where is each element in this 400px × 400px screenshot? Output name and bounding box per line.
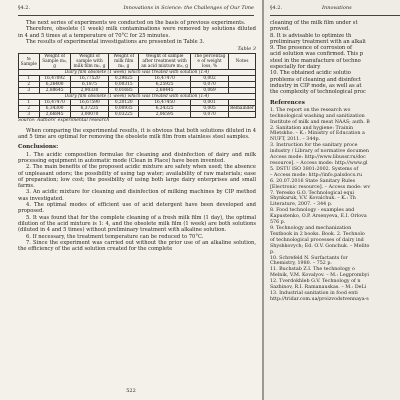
table-cell: 2 <box>19 82 40 88</box>
section-number: §4.2. <box>18 5 31 11</box>
table-cell: 0,01685 <box>109 88 139 94</box>
reference-line: 11. Buchstab Z.I. The technology o <box>270 267 355 273</box>
conclusion-item: 7. Since the experiment was carried out without the prior use of an alkaline solution, the efficiency of the acid solution created for the complete <box>18 239 256 253</box>
reference-line: technological washing and sanitization <box>270 113 365 119</box>
table-header-cell: Weight of sample with milk film m₁, g <box>70 54 109 70</box>
table-cell: 0,03225 <box>109 112 139 118</box>
table-cell: 16,77520 <box>70 76 109 82</box>
text-line: industry in CIP mode, as well as at <box>270 82 362 89</box>
table-caption: Table 3 <box>237 46 256 53</box>
table-cell: 2 <box>19 106 40 112</box>
journal-title: Innovations <box>322 5 352 11</box>
table-cell: 16,47470 <box>139 76 191 82</box>
reference-line: Access mode: http://www.libussr.ru/doc <box>270 155 366 161</box>
right-page <box>264 0 400 400</box>
reference-line: p. <box>270 249 275 255</box>
text-line: proved. <box>270 26 290 33</box>
conclusion-item: 3. An acidic mixture for cleaning and disinfection of milking machines by CIP method was investigated. <box>18 189 256 202</box>
paragraph: Therefore, obsolete (1 week) milk contaminations were removed by solutions diluted in 4 and 5 times at a temperature of 70°C for 25 minutes. <box>18 26 256 39</box>
table-cell: 16,47450 <box>139 100 191 106</box>
table-cell: 16,67590 <box>70 100 109 106</box>
text-line: cleaning of the milk film under st <box>270 20 358 26</box>
table-header-cell: Notes <box>229 54 256 70</box>
table-cell: 6,25925 <box>139 82 191 88</box>
reference-line: 12. Tverdokhleb G.V. Technology of n <box>270 279 361 285</box>
results-table <box>18 53 256 118</box>
text-line: especially for dairy <box>270 64 321 71</box>
text-line: 10. The obtained acidic solutio <box>270 70 351 77</box>
table-cell: 2,68445 <box>139 88 191 94</box>
reference-line: 10. Schrefeld N. Surfactants for <box>270 255 348 261</box>
reference-line: http://tridar.com.ua/proizvodstvennaya-s <box>270 296 369 302</box>
reference-line: 576 p. <box>270 220 286 226</box>
text-line: the complexity of technological proc <box>270 89 366 96</box>
reference-line: 9. Technology and mechanization <box>270 225 352 231</box>
references-heading: References <box>270 99 305 106</box>
reference-line: Shyshkovych; Ed. O.V. Gonchuk. – Melito <box>270 243 370 249</box>
table-source: Source: Authors' experimental research <box>18 118 110 124</box>
table-cell: Remainder <box>230 106 254 112</box>
table-cell: 0,20120 <box>109 100 139 106</box>
reference-line: [Electronic resource]. – Access mode: wv <box>270 184 371 190</box>
page-body <box>270 20 400 303</box>
conclusion-item: 1. The acidic composition formulae for cleaning and disinfection of dairy and milk processing equipment in automatic mode (Clean in Place) have been invented. <box>18 151 256 164</box>
text-line: acid solution was confirmed. This p <box>270 51 364 58</box>
table-cell: 6,37235 <box>70 106 109 112</box>
reference-line: 8. Food technology - examples and <box>270 208 355 214</box>
conclusion-item: 6. If necessary, the treatment temperature can be reduced to 70°C. <box>26 233 204 240</box>
table-cell: 1 <box>19 76 40 82</box>
text-line: 8. It is advisable to optimize th <box>270 32 352 39</box>
text-line: preliminary treatment with an alkali <box>270 38 366 45</box>
table-cell: 0,002 <box>191 76 229 82</box>
table-header-cell: № Sample <box>19 54 40 70</box>
conclusion-item: 4. The optimal modes of efficient use of acid detergent have been developed and proposed. <box>18 202 256 215</box>
reference-line: Sazhinov, R.I. Ramanauskas. – M.: DeLi <box>270 285 367 291</box>
reference-line: Mletskho. – K.: Ministry of Education a <box>270 131 365 137</box>
table-header-cell: Weight of milk film m₂, g <box>109 54 139 70</box>
table-cell: 16,47470 <box>39 100 70 106</box>
reference-line: – Access mode: http://info.palsdocs.ru <box>270 172 363 178</box>
table-cell: 6,26400 <box>39 82 70 88</box>
text-line: steel in the manufacture of techno <box>270 57 361 64</box>
table-cell: 2,06595 <box>139 112 191 118</box>
reference-line: Literature, 2007. – 344 p. <box>270 202 333 208</box>
page-number: 522 <box>126 388 136 394</box>
table-header-cell: Weight of Sample m₀, g <box>39 54 70 70</box>
table-cell: 0,00315 <box>109 82 139 88</box>
table-cell: 3 <box>19 88 40 94</box>
paragraph: The results of experimental investigations are presented in Table 3. <box>26 38 205 45</box>
table-cell: 2,66845 <box>39 112 70 118</box>
conclusion-item: 2. The main benefits of the proposed acidic mixture are safety when used; the absence of unpleasant odors; the possibility of using tap water; availability of raw materials; ease of preparation; low cost; the possibility of using both large dairy enterprises and small farms. <box>18 164 256 190</box>
reference-line: 3. Instruction for the sanitary proce <box>270 143 358 149</box>
table-cell: 0,070 <box>191 82 229 88</box>
reference-line: Institute of milk and meat NAAS; auth. B <box>270 119 370 125</box>
paragraph: The next series of experiments we conducted on the basis of previous experiments. <box>26 20 246 26</box>
table-header-row <box>19 54 256 70</box>
reference-line: 13. Industrial sanitation in food enti <box>270 290 358 296</box>
table-cell <box>229 112 256 118</box>
paragraph: When comparing the experimental results, it is obvious that both solutions diluted in 4 and 5 time are optimal for removing the obsolete milk film from stainless steel samples. <box>18 127 256 141</box>
table-header-cell: The percentag e of weight loss, % <box>191 54 229 70</box>
journal-title: Innovations in Science: the Challenges of Our Time <box>123 5 254 11</box>
table-cell: 3,00070 <box>70 112 109 118</box>
running-header <box>270 5 400 16</box>
reference-line: 6. 20.07.2016 State Sanitary Rules <box>270 178 356 184</box>
reference-line: Textbook in 2 books. Book. 2. Technolo <box>270 231 365 237</box>
table-cell: 0,005 <box>191 106 229 112</box>
reference-line: NUFT, 2011. – 344p. <box>270 137 321 143</box>
text-line: problems of cleaning and disinfect <box>270 76 361 83</box>
reference-line: Shynkaruk, V.V. Kovalchuk. – K.: Th <box>270 196 356 202</box>
running-header <box>18 5 254 16</box>
reference-line: 2. Sanitation and hygiene: Trainin <box>270 125 354 131</box>
table-cell: 6,24325 <box>139 106 191 112</box>
conclusions-heading: Conclusions: <box>18 144 59 151</box>
table-cell: 2,88645 <box>39 88 70 94</box>
text-line: 9. The presence of corrosion of <box>270 45 352 52</box>
table-cell: 6,1875 <box>70 82 109 88</box>
reference-line: Melnik, V.M. Kovalyov. – M.: Legprombyi <box>270 273 369 279</box>
reference-line: Chemistry, 1980. – 752 p. <box>270 261 332 267</box>
table-cell: 2,90330 <box>70 88 109 94</box>
conclusion-item: 5. It was found that for the complete cleaning of a fresh milk film (1 day), the optimal dilution of the acid mixture is 1: 4, and the obsolete milk film (1 week) are both solutions (diluted in 4 and 5 times) without preliminary treatment with alkaline solution. <box>18 214 256 234</box>
table-header-cell: Weight of sample after treatment with an acid mixture m₃, g <box>139 54 191 70</box>
group-title: Dairy film obsolete (1 week) which was treated with solution (1:4) <box>19 94 256 100</box>
table-cell: 6,34300 <box>39 106 70 112</box>
reference-line: of technological processes of dairy ind <box>270 237 364 243</box>
page-body <box>18 20 256 252</box>
table-cell: 0,00935 <box>109 106 139 112</box>
reference-line: resource]. – Access mode: http://www.gl <box>270 161 368 167</box>
table-cell: 3 <box>19 112 40 118</box>
table-cell: 0,069 <box>191 88 229 94</box>
table-cell: 16,47092 <box>39 76 70 82</box>
table-cell: 0,070 <box>191 112 229 118</box>
table-cell: 0,29625 <box>109 76 139 82</box>
section-number: §4.2. <box>270 5 283 11</box>
reference-line: Kapustenko, O.P. Arsenyeva, E.I. Orlova <box>270 214 367 220</box>
reference-line: 1. The report on the research wo <box>270 107 351 113</box>
group-title: Dairy film obsolete (1 week) which was treated with solution (1:4) <box>19 70 256 76</box>
reference-line: 7. Yeresko G.O. Technological equi <box>270 190 355 196</box>
reference-line: 5. DSTU ISO 3801:2002. Systems of <box>270 166 359 172</box>
table-cell: 1 <box>19 100 40 106</box>
reference-line: industry / Library of normative documen <box>270 149 369 155</box>
table-cell: 0,001 <box>191 100 229 106</box>
